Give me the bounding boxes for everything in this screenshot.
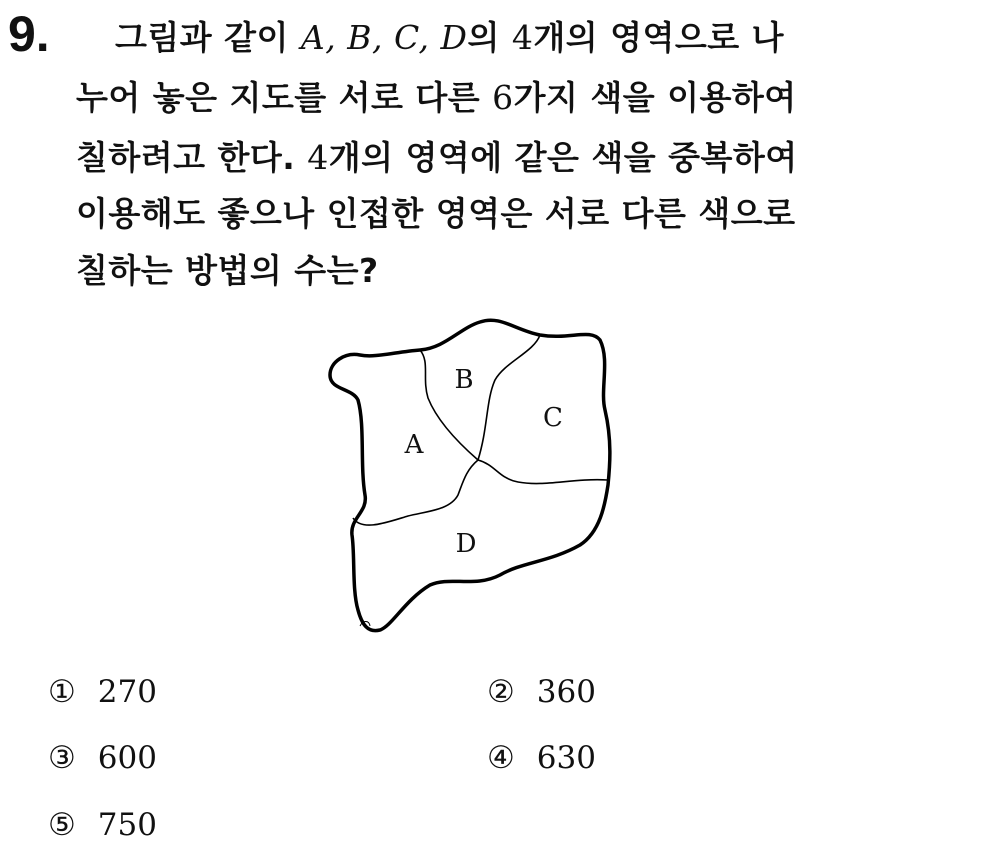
question-line-4: 이용해도 좋으나 인접한 영역은 서로 다른 색으로 xyxy=(76,194,796,233)
region-label-d: D xyxy=(455,529,477,559)
question-line-3 xyxy=(0,138,986,178)
question-text: 그림과 같이 xyxy=(115,18,301,57)
border-b-c xyxy=(478,335,540,460)
question-text: 누어 놓은 지도를 서로 다른 xyxy=(76,78,493,117)
choice-marker: ② xyxy=(487,674,515,710)
border-a-d xyxy=(353,460,478,525)
number-six: 6 xyxy=(492,78,514,117)
border-c-d xyxy=(478,460,608,484)
choice-value: 360 xyxy=(536,674,596,710)
choice-value: 270 xyxy=(97,674,157,710)
region-label-b: B xyxy=(454,365,474,395)
choice-value: 750 xyxy=(97,807,157,843)
question-text: 개의 영역에 같은 색을 중복하여 xyxy=(328,138,798,177)
question-line-5: 칠하는 방법의 수는? xyxy=(76,251,379,290)
question-text: 의 xyxy=(467,18,512,57)
choice-marker: ④ xyxy=(487,740,515,776)
choice-1[interactable] xyxy=(48,672,157,712)
region-label-c: C xyxy=(543,403,563,433)
question-text: 개의 영역으로 나 xyxy=(533,18,784,57)
region-map-figure xyxy=(300,300,650,650)
question-number: 9. xyxy=(8,6,50,62)
variable-a: A xyxy=(300,18,326,57)
choice-marker: ③ xyxy=(48,740,76,776)
comma: , xyxy=(371,18,394,57)
choice-value: 600 xyxy=(97,740,157,776)
variable-b: B xyxy=(347,18,372,57)
variable-c: C xyxy=(393,18,419,57)
question-text: 가지 색을 이용하여 xyxy=(513,78,797,117)
variable-d: D xyxy=(440,18,468,57)
choice-2[interactable] xyxy=(487,672,596,712)
comma: , xyxy=(325,18,348,57)
comma: , xyxy=(418,18,441,57)
question-line-2 xyxy=(0,78,986,118)
number-four: 4 xyxy=(307,138,329,177)
choice-marker: ① xyxy=(48,674,76,710)
choice-4[interactable] xyxy=(487,738,596,778)
choice-marker: ⑤ xyxy=(48,807,76,843)
choice-3[interactable] xyxy=(48,738,157,778)
question-line-1 xyxy=(0,18,986,58)
region-label-a: A xyxy=(404,430,424,460)
choice-value: 630 xyxy=(536,740,596,776)
number-four: 4 xyxy=(511,18,534,57)
choice-5[interactable] xyxy=(48,805,157,845)
question-text: 칠하려고 한다. xyxy=(76,138,308,177)
